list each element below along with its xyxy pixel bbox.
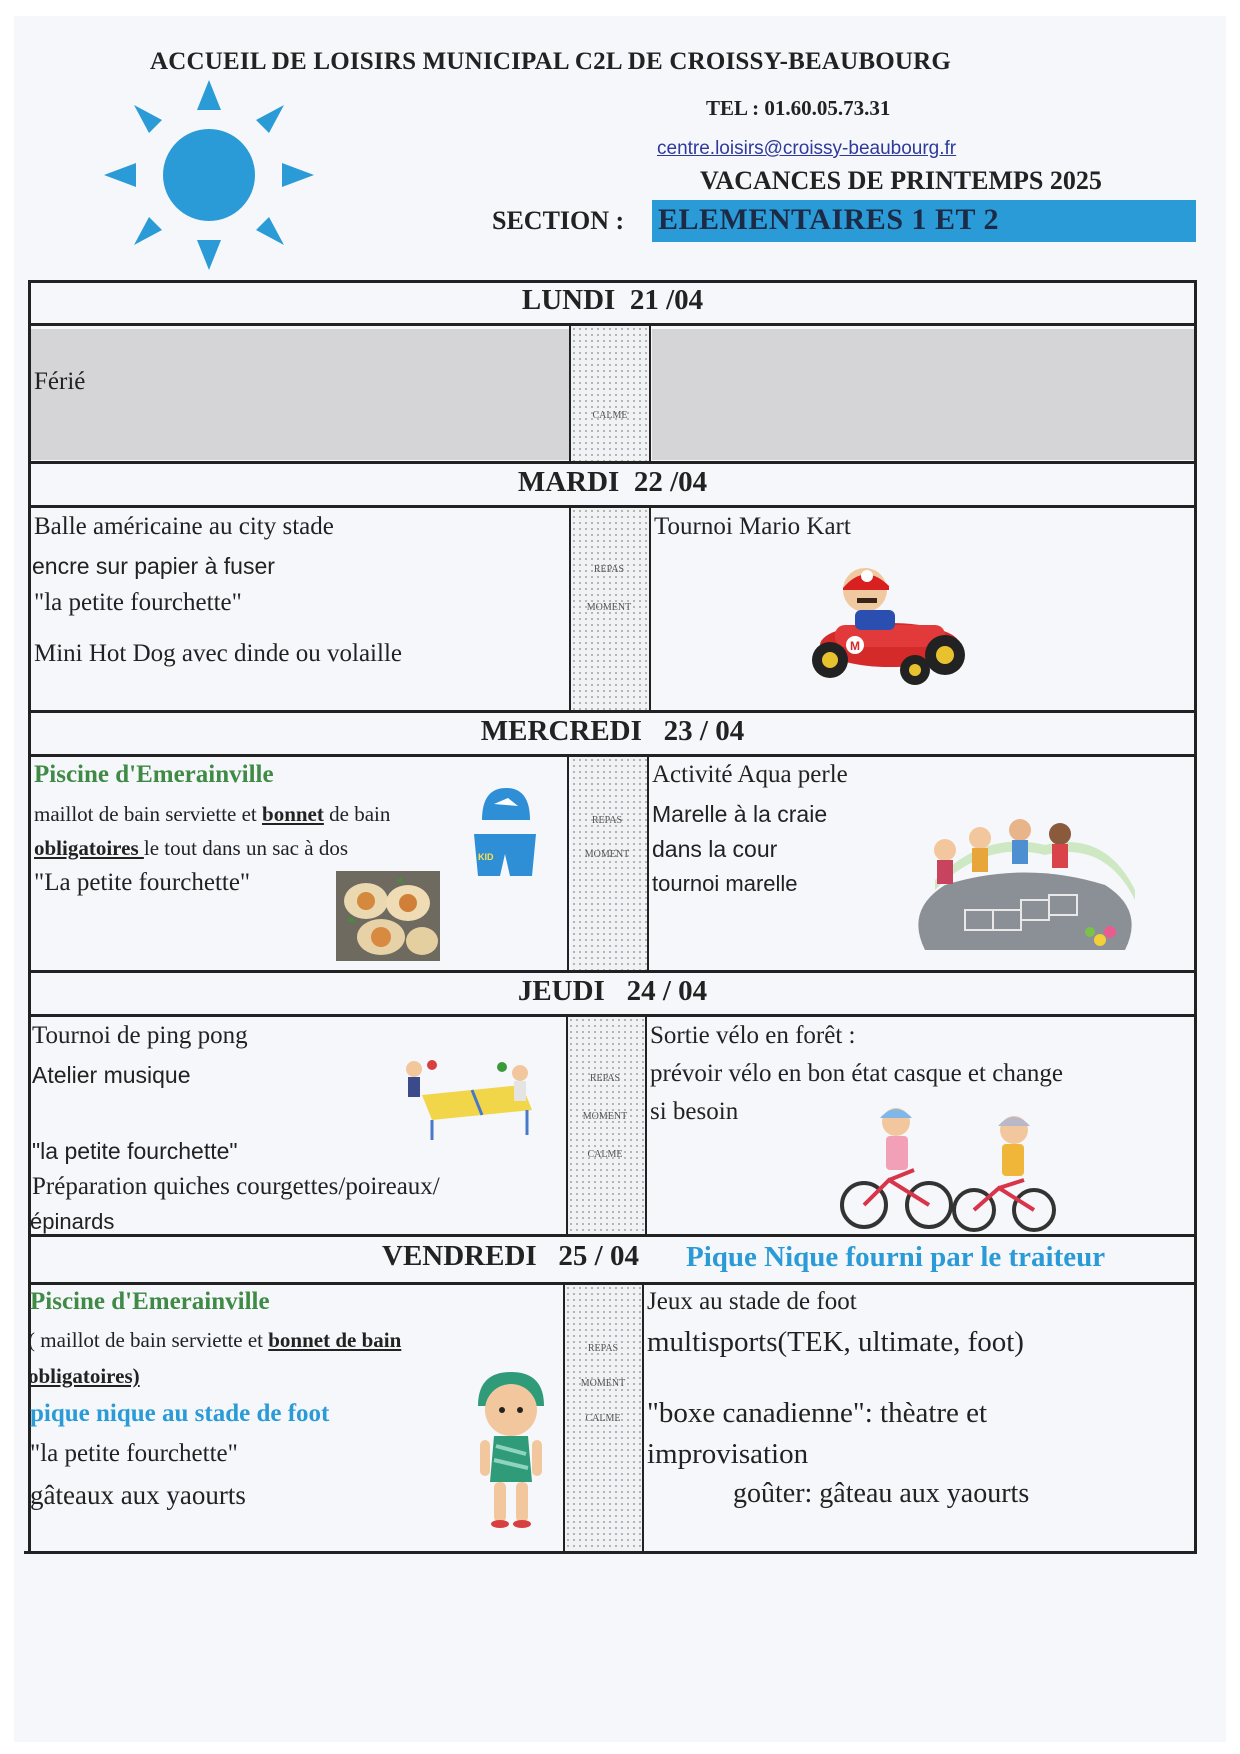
jeudi-right-line: Sortie vélo en forêt : [650,1022,856,1049]
vendredi-left-line: ( maillot de bain serviette et bonnet de bain [28,1328,402,1352]
table-bottom-border [24,1551,1194,1554]
calme-label: CALME [585,1413,621,1424]
day-header-jeudi: JEUDI 24 / 04 [517,975,708,1007]
row-divider [28,1234,1196,1237]
row-divider [28,710,1196,713]
mardi-left-line: Mini Hot Dog avec dinde ou volaille [34,640,402,667]
vendredi-right-line: multisports(TEK, ultimate, foot) [647,1326,1024,1358]
calme-label: CALME [592,410,628,421]
mercredi-right-line: Activité Aqua perle [652,761,848,788]
mid-column-mercredi [571,757,647,970]
vendredi-right-line: Jeux au stade de foot [647,1288,857,1315]
moment-label: MOMENT [580,1378,626,1389]
mardi-left-line: Balle américaine au city stade [34,513,334,540]
holiday-shade-right [652,329,1194,460]
kart-racer-illustration [795,560,975,690]
jeudi-left-line: Préparation quiches courgettes/poireaux/ [32,1173,440,1200]
table-top-border [28,280,1196,283]
jeudi-right-line: si besoin [650,1098,739,1125]
col-divider [567,757,569,971]
svg-text:KID: KID [478,852,494,862]
moment-label: MOMENT [582,1111,628,1122]
vendredi-header-note: Pique Nique fourni par le traiteur [686,1241,1106,1273]
col-divider [566,1017,568,1234]
swimmer-child-illustration [466,1370,556,1530]
repas-label: REPAS [589,1073,621,1084]
moment-label: MOMENT [586,602,632,613]
vendredi-right-line: "boxe canadienne": thèatre et [647,1397,988,1429]
col-divider [645,1017,647,1234]
moment-label: MOMENT [584,849,630,860]
cyclists-illustration [834,1100,1064,1235]
section-value: ELEMENTAIRES 1 ET 2 [658,203,999,236]
calme-label: CALME [587,1149,623,1160]
mid-column-lundi [571,326,649,461]
mid-column-jeudi [568,1017,645,1234]
mardi-right-line: Tournoi Mario Kart [654,513,851,540]
mercredi-pool-title: Piscine d'Emerainville [34,761,274,788]
col-divider [647,757,649,971]
center-title: ACCUEIL DE LOISIRS MUNICIPAL C2L DE CROISSY-BEAUBOURG [150,48,952,75]
mercredi-right-line: dans la cour [652,836,778,862]
mercredi-left-line: obligatoires le tout dans un sac à dos [34,836,348,860]
vendredi-picnic-note: pique nique au stade de foot [30,1400,330,1427]
day-header-mercredi: MERCREDI 23 / 04 [480,715,745,747]
wraps-photo [336,871,440,961]
jeudi-right-line: prévoir vélo en bon état casque et change [650,1060,1064,1087]
repas-label: REPAS [587,1343,619,1354]
row-divider [28,461,1196,464]
day-header-mardi: MARDI 22 /04 [517,466,708,498]
jeudi-left-line: épinards [30,1209,115,1234]
jeudi-left-line: "la petite fourchette" [32,1138,238,1164]
repas-label: REPAS [593,564,625,575]
mardi-left-line: "la petite fourchette" [34,589,242,616]
mercredi-left-line: "La petite fourchette" [34,869,251,896]
vendredi-left-line: "la petite fourchette" [30,1440,238,1467]
vendredi-right-line: improvisation [647,1438,809,1470]
vendredi-right-line: goûter: gâteau aux yaourts [733,1478,1030,1509]
row-divider [28,970,1196,973]
svg-text:M: M [850,639,860,653]
jeudi-left-line: Tournoi de ping pong [32,1022,248,1049]
phone-number: TEL : 01.60.05.73.31 [706,96,891,120]
jeudi-left-line: Atelier musique [32,1062,191,1088]
swim-trunks-illustration [470,830,540,880]
lundi-left-text: Férié [34,368,86,395]
vendredi-left-line: obligatoires) [28,1364,140,1388]
sun-icon [104,80,314,270]
mercredi-left-line: maillot de bain serviette et bonnet de bain [34,802,391,826]
swim-cap-illustration [478,784,534,826]
mercredi-right-line: tournoi marelle [652,871,798,896]
season-title: VACANCES DE PRINTEMPS 2025 [700,166,1102,195]
mercredi-right-line: Marelle à la craie [652,801,828,827]
repas-label: REPAS [591,815,623,826]
section-label: SECTION : [492,206,625,235]
ping-pong-illustration [402,1055,542,1145]
col-divider [569,326,571,461]
hopscotch-kids-illustration [905,800,1145,960]
vendredi-pool-title: Piscine d'Emerainville [30,1288,270,1315]
vendredi-left-line: gâteaux aux yaourts [30,1480,246,1510]
day-header-vendredi: VENDREDI 25 / 04 [382,1240,639,1272]
col-divider [649,508,651,711]
holiday-shade-left [31,329,569,460]
day-header-lundi: LUNDI 21 /04 [521,284,704,316]
email-link[interactable]: centre.loisirs@croissy-beaubourg.fr [657,138,957,159]
table-right-border [1194,280,1197,1554]
mardi-left-line: encre sur papier à fuser [32,553,275,579]
col-divider [649,326,651,461]
